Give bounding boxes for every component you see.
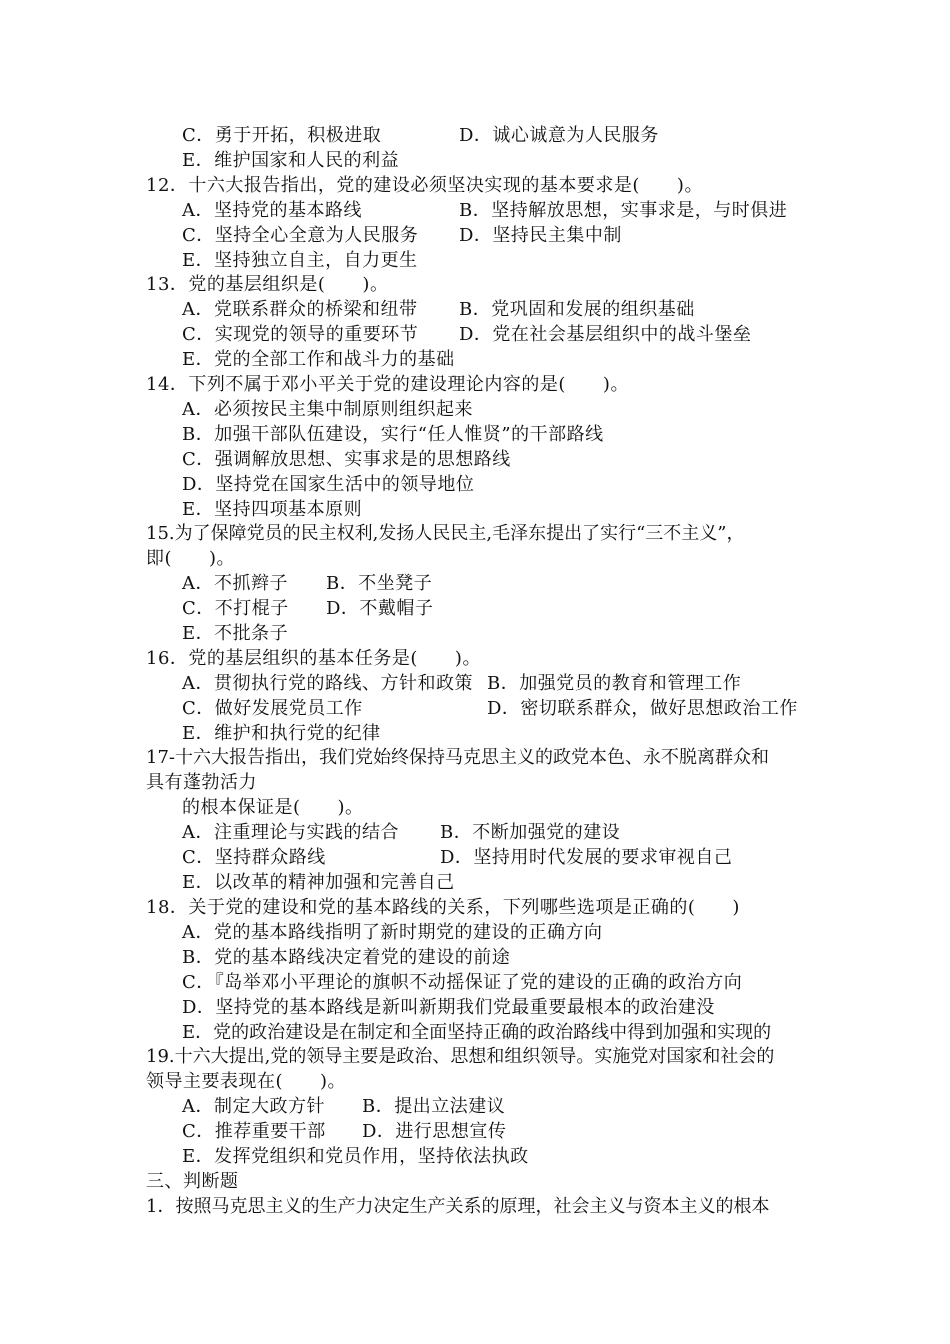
q11-option-c: C．勇于开拓，积极进取	[182, 125, 382, 146]
q16-option-e: E．维护和执行党的纪律	[182, 723, 381, 744]
q16-question: 16．党的基层组织的基本任务是( )。	[146, 648, 481, 669]
q19-option-c: C．推荐重要干部	[182, 1121, 326, 1142]
q12-option-d: D．坚持民主集中制	[459, 225, 622, 246]
q17-question-cont2: 的根本保证是( )。	[182, 797, 364, 818]
q12-question: 12．十六大报告指出，党的建设必须坚决实现的基本要求是( )。	[146, 175, 703, 196]
q15-option-c: C．不打棍子	[182, 598, 289, 619]
judgment-q1: 1．按照马克思主义的生产力决定生产关系的原理，社会主义与资本主义的根本	[146, 1196, 770, 1217]
q14-option-b: B．加强干部队伍建设，实行“任人惟贤”的干部路线	[182, 424, 604, 445]
q11-option-d: D．诚心诚意为人民服务	[459, 125, 659, 146]
q18-question: 18．关于党的建设和党的基本路线的关系，下列哪些选项是正确的( )	[146, 897, 740, 918]
q13-option-c: C．实现党的领导的重要环节	[182, 324, 419, 345]
q14-option-d: D．坚持党在国家生活中的领导地位	[182, 474, 475, 495]
q13-option-b: B．党巩固和发展的组织基础	[459, 299, 695, 320]
q17-option-e: E．以改革的精神加强和完善自己	[182, 872, 455, 893]
q18-option-e: E．党的政治建设是在制定和全面坚持正确的政治路线中得到加强和实现的	[182, 1022, 772, 1043]
q13-option-e: E．党的全部工作和战斗力的基础	[182, 349, 455, 370]
q15-option-d: D．不戴帽子	[326, 598, 434, 619]
q18-option-d: D．坚持党的基本路线是新叫新期我们党最重要最根本的政治建没	[182, 997, 715, 1018]
q12-option-c: C．坚持全心全意为人民服务	[182, 225, 419, 246]
q18-option-c: C．『岛举邓小平理论的旗帜不动摇保证了党的建设的正确的政治方向	[182, 972, 743, 993]
q19-option-a: A．制定大政方针	[182, 1096, 325, 1117]
q18-option-b: B．党的基本路线决定着党的建设的前途	[182, 947, 511, 968]
q17-question: 17-十六大报告指出，我们党始终保持马克思主义的政党本色、永不脱离群众和	[146, 747, 769, 768]
q17-option-b: B．不断加强党的建设	[440, 822, 621, 843]
q16-option-d: D．密切联系群众，做好思想政治工作	[487, 698, 798, 719]
q14-question: 14．下列不属于邓小平关于党的建设理论内容的是( )。	[146, 374, 629, 395]
q13-option-d: D．党在社会基层组织中的战斗堡垒	[459, 324, 752, 345]
q15-option-e: E．不批条子	[182, 623, 289, 644]
q19-question-cont: 领导主要表现在( )。	[146, 1071, 347, 1092]
q19-option-d: D．进行思想宣传	[362, 1121, 507, 1142]
q11-option-e: E．维护国家和人民的利益	[182, 150, 400, 171]
q17-question-cont: 具有蓬勃活力	[146, 772, 257, 793]
q16-option-a: A．贯彻执行党的路线、方针和政策	[182, 673, 473, 694]
q15-question-cont: 即( )。	[146, 548, 236, 569]
q15-question: 15.为了保障党员的民主权利,发扬人民民主,毛泽东提出了实行“三不主义”，	[146, 523, 745, 544]
q19-question: 19.十六大提出,党的领导主要是政治、思想和组织领导。实施党对国家和社会的	[146, 1046, 775, 1067]
q15-option-b: B．不坐凳子	[326, 573, 433, 594]
q19-option-b: B．提出立法建议	[362, 1096, 506, 1117]
q14-option-c: C．强调解放思想、实事求是的思想路线	[182, 449, 511, 470]
q18-option-a: A．党的基本路线指明了新时期党的建设的正确方向	[182, 922, 603, 943]
q14-option-a: A．必须按民主集中制原则组织起来	[182, 399, 473, 420]
q15-option-a: A．不抓辫子	[182, 573, 288, 594]
q17-option-c: C．坚持群众路线	[182, 847, 326, 868]
q12-option-e: E．坚持独立自主，自力更生	[182, 250, 418, 271]
q17-option-a: A．注重理论与实践的结合	[182, 822, 399, 843]
section-heading-judgment: 三、判断题	[146, 1171, 239, 1192]
q12-option-a: A．坚持党的基本路线	[182, 200, 362, 221]
q19-option-e: E．发挥党组织和党员作用，坚持依法执政	[182, 1146, 529, 1167]
q17-option-d: D．坚持用时代发展的要求审视自己	[440, 847, 733, 868]
q13-question: 13．党的基层组织是( )。	[146, 274, 389, 295]
q16-option-c: C．做好发展党员工作	[182, 698, 363, 719]
q14-option-e: E．坚持四项基本原则	[182, 499, 363, 520]
q16-option-b: B．加强党员的教育和管理工作	[487, 673, 742, 694]
q12-option-b: B．坚持解放思想，实事求是，与时俱进	[459, 200, 788, 221]
q13-option-a: A．党联系群众的桥梁和纽带	[182, 299, 418, 320]
